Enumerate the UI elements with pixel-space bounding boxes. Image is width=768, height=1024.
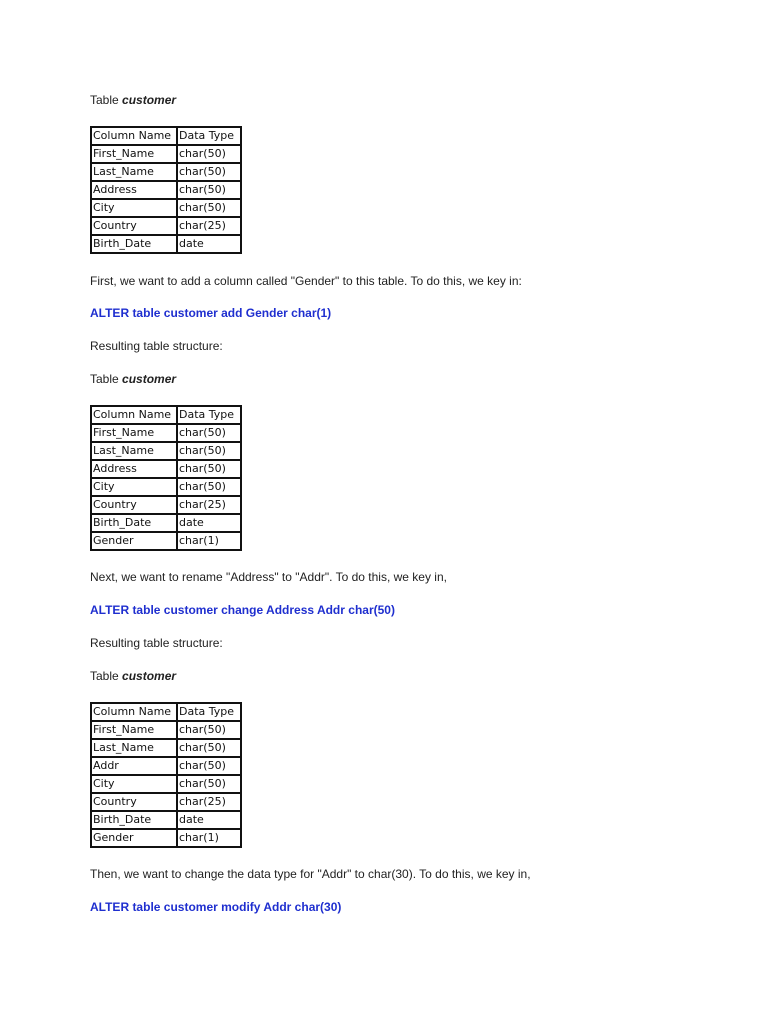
caption-prefix: Table	[90, 669, 119, 683]
table-row	[92, 218, 240, 236]
column-name-cell: City	[92, 200, 178, 218]
data-type-cell: char(50)	[178, 200, 240, 218]
sql-statement-3: ALTER table customer modify Addr char(30)	[90, 900, 342, 914]
column-name-cell: Birth_Date	[92, 812, 178, 830]
column-header: Column Name	[92, 704, 178, 722]
paragraph-3: Then, we want to change the data type for "Addr" to char(30). To do this, we key in,	[90, 867, 531, 881]
table-row	[92, 146, 240, 164]
data-type-cell: char(1)	[179, 831, 219, 844]
column-header: Data Type	[178, 407, 240, 425]
caption-prefix: Table	[90, 93, 119, 107]
column-name-cell: City	[92, 479, 178, 497]
column-name-cell: Last_Name	[92, 443, 178, 461]
caption-table-name: customer	[122, 372, 177, 386]
data-type-cell: char(50)	[178, 740, 240, 758]
caption-prefix: Table	[90, 372, 119, 386]
table-row	[92, 812, 240, 830]
column-name-cell: Birth_Date	[92, 236, 178, 252]
column-name-cell: Gender	[92, 533, 178, 549]
table-2	[90, 405, 242, 551]
caption-table-name: customer	[122, 93, 177, 107]
table-row	[92, 164, 240, 182]
column-name-cell: City	[92, 776, 178, 794]
data-type-cell: char(50)	[178, 461, 240, 479]
table-3-body	[92, 704, 240, 846]
table-caption-3	[90, 669, 176, 683]
table-row	[92, 200, 240, 218]
data-type-cell: char(25)	[178, 218, 240, 236]
column-name-cell: Address	[92, 461, 178, 479]
table-row	[92, 830, 240, 846]
table-header-row	[92, 704, 240, 722]
table-row	[92, 236, 240, 252]
table-row	[92, 425, 240, 443]
table-1-body	[92, 128, 240, 252]
data-type-cell: char(25)	[178, 794, 240, 812]
column-name-cell: Country	[92, 794, 178, 812]
table-row	[92, 533, 240, 549]
table-header-row	[92, 407, 240, 425]
data-type-cell: char(50)	[178, 146, 240, 164]
column-header: Column Name	[92, 128, 178, 146]
table-header-row	[92, 128, 240, 146]
table-row	[92, 461, 240, 479]
table-row	[92, 497, 240, 515]
data-type-cell: char(50)	[178, 425, 240, 443]
data-type-cell: char(50)	[178, 479, 240, 497]
result-label-1: Resulting table structure:	[90, 339, 223, 353]
column-name-cell: First_Name	[92, 425, 178, 443]
table-row	[92, 479, 240, 497]
table-row	[92, 722, 240, 740]
column-name-cell: Gender	[92, 830, 178, 846]
data-type-cell: date	[178, 515, 240, 533]
column-header: Column Name	[92, 407, 178, 425]
table-row	[92, 443, 240, 461]
column-name-cell: First_Name	[92, 146, 178, 164]
table-row	[92, 740, 240, 758]
paragraph-2: Next, we want to rename "Address" to "Addr". To do this, we key in,	[90, 570, 447, 584]
sql-statement-1: ALTER table customer add Gender char(1)	[90, 306, 332, 320]
table-row	[92, 794, 240, 812]
table-row	[92, 776, 240, 794]
table-caption-1	[90, 93, 176, 107]
result-label-2: Resulting table structure:	[90, 636, 223, 650]
data-type-cell: char(50)	[178, 776, 240, 794]
table-caption-2	[90, 372, 176, 386]
data-type-cell: char(50)	[178, 164, 240, 182]
data-type-cell: char(50)	[178, 722, 240, 740]
data-type-cell: date	[178, 812, 240, 830]
caption-table-name: customer	[122, 669, 177, 683]
data-type-cell: char(50)	[178, 182, 240, 200]
data-type-cell: date	[179, 237, 204, 250]
column-name-cell: Last_Name	[92, 164, 178, 182]
column-header: Data Type	[178, 128, 240, 146]
column-name-cell: Country	[92, 218, 178, 236]
data-type-cell: char(25)	[178, 497, 240, 515]
table-row	[92, 515, 240, 533]
sql-statement-2: ALTER table customer change Address Addr char(50)	[90, 603, 395, 617]
table-1-wrapper	[90, 126, 242, 254]
data-type-cell: char(50)	[178, 758, 240, 776]
column-name-cell: Country	[92, 497, 178, 515]
table-row	[92, 758, 240, 776]
column-name-cell: Last_Name	[92, 740, 178, 758]
table-3	[90, 702, 242, 848]
table-row	[92, 182, 240, 200]
column-name-cell: First_Name	[92, 722, 178, 740]
column-name-cell: Address	[92, 182, 178, 200]
table-3-wrapper	[90, 702, 242, 848]
data-type-cell: char(50)	[178, 443, 240, 461]
column-name-cell: Addr	[92, 758, 178, 776]
column-header: Data Type	[178, 704, 240, 722]
table-2-body	[92, 407, 240, 549]
table-1	[90, 126, 242, 254]
data-type-cell: char(1)	[179, 534, 219, 547]
column-name-cell: Birth_Date	[92, 515, 178, 533]
paragraph-1: First, we want to add a column called "Gender" to this table. To do this, we key in:	[90, 274, 522, 288]
table-2-wrapper	[90, 405, 242, 551]
